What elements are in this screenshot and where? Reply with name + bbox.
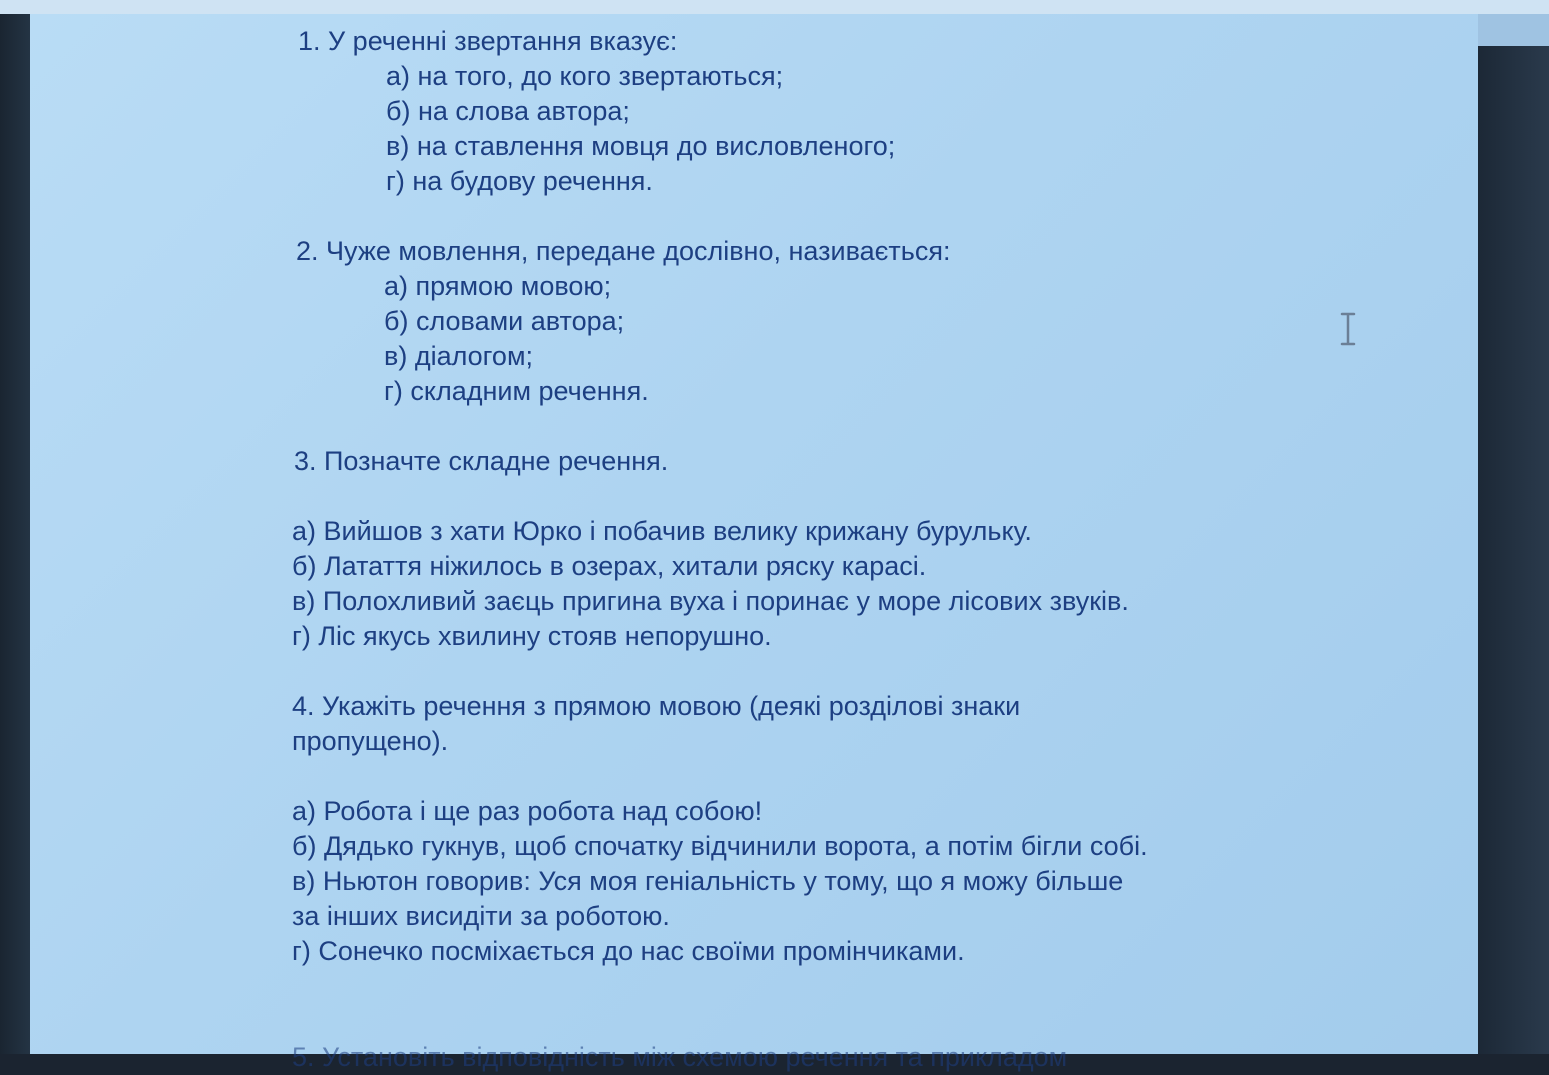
option: в) на ставлення мовця до висловленого; (386, 131, 896, 161)
option: г) Ліс якусь хвилину стояв непорушно. (292, 621, 772, 651)
screen-right-strip (1478, 14, 1549, 46)
option: г) складним речення. (384, 376, 649, 406)
option: б) Дядько гукнув, щоб спочатку відчинили ворота, а потім бігли собі. (292, 831, 1148, 861)
question-title: 2. Чуже мовлення, передане дослівно, називається: (296, 236, 951, 266)
option: а) прямою мовою; (384, 271, 612, 301)
question-3 (292, 444, 1342, 654)
option: б) на слова автора; (386, 96, 630, 126)
cut-off-question-5: 5. Установіть відповідність між схемою речення та прикладом (292, 1042, 1068, 1072)
question-2 (292, 234, 1342, 409)
option: а) Вийшов з хати Юрко і побачив велику крижану бурульку. (292, 516, 1032, 546)
options-list (292, 514, 1342, 654)
options-list (292, 59, 1342, 199)
option: в) Полохливий заєць пригина вуха і поринає у море лісових звуків. (292, 586, 1129, 616)
screen-left-edge (0, 14, 30, 1054)
option: б) словами автора; (384, 306, 625, 336)
option: в) діалогом; (384, 341, 534, 371)
option: а) Робота і ще раз робота над собою! (292, 796, 763, 826)
screen-right-edge (1478, 46, 1549, 1054)
text-cursor-icon (1338, 312, 1358, 346)
option: в) Ньютон говорив: Уся моя геніальність у тому, що я можу більше (292, 866, 1124, 896)
question-4 (292, 689, 1342, 969)
question-title: 3. Позначте складне речення. (294, 446, 669, 476)
option: а) на того, до кого звертаються; (386, 61, 784, 91)
question-title-line: пропущено). (292, 726, 449, 756)
option: г) на будову речення. (386, 166, 653, 196)
options-list (292, 269, 1342, 409)
question-title: 1. У реченні звертання вказує: (298, 26, 678, 56)
options-list (292, 794, 1342, 969)
question-1 (292, 24, 1342, 199)
option: б) Латаття ніжилось в озерах, хитали ряску карасі. (292, 551, 927, 581)
question-title-line: 4. Укажіть речення з прямою мовою (деякі розділові знаки (292, 691, 1021, 721)
screen-top-bar (0, 0, 1549, 14)
option: г) Сонечко посміхається до нас своїми промінчиками. (292, 936, 965, 966)
option: за інших висидіти за роботою. (292, 901, 670, 931)
document-content (292, 24, 1342, 969)
